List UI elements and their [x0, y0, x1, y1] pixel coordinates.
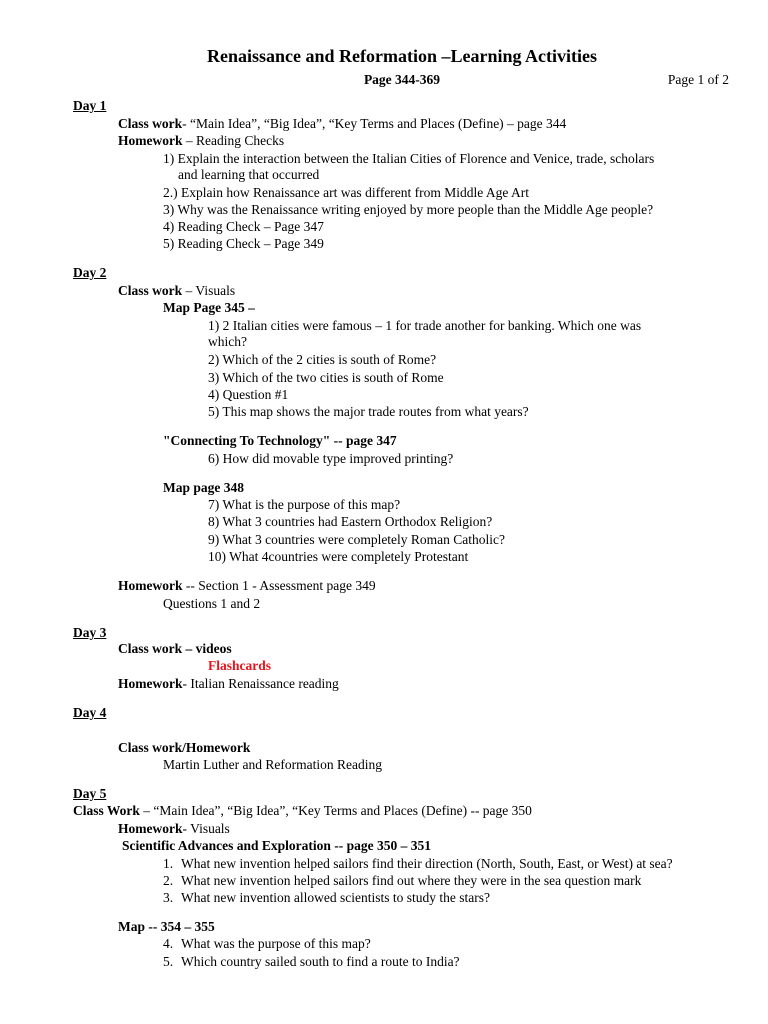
day5-classwork-label: Class Work: [73, 803, 140, 818]
day5-heading: Day 5: [73, 786, 107, 801]
day2-classwork-label: Class work: [118, 283, 183, 298]
day5-sci-item: 3. What new invention allowed scientists to study the stars?: [163, 890, 490, 905]
day2-tech-item: 6) How did movable type improved printing?: [208, 451, 454, 466]
day1-classwork-label: Class work: [118, 116, 183, 131]
day5-map-item: 4. What was the purpose of this map?: [163, 936, 371, 951]
day1-item: 4) Reading Check – Page 347: [163, 219, 324, 234]
day3-homework: [118, 676, 339, 692]
day5-sci-item: 2. What new invention helped sailors find out where they were in the sea question mark: [163, 873, 642, 888]
day2-map1-item: 5) This map shows the major trade routes from what years?: [208, 404, 529, 419]
day2-homework-label: Homework: [118, 578, 183, 593]
day2-classwork: [118, 283, 235, 299]
day2-map1-item: which?: [208, 334, 247, 349]
day2-map2-item: 10) What 4countries were completely Protestant: [208, 549, 469, 564]
day5-classwork-text: – “Main Idea”, “Big Idea”, “Key Terms and Places (Define) -- page 350: [139, 803, 532, 818]
day1-homework: [118, 133, 284, 149]
day2-tech-label: "Connecting To Technology" -- page 347: [163, 433, 397, 448]
day5-map-label: Map -- 354 – 355: [118, 919, 215, 934]
day4-heading: Day 4: [73, 705, 107, 720]
day2-map1-item: 1) 2 Italian cities were famous – 1 for trade another for banking. Which one was: [208, 318, 642, 333]
day5-homework-text: - Visuals: [182, 821, 230, 836]
day2-map1-label: Map Page 345 –: [163, 300, 255, 315]
day1-item: 3) Why was the Renaissance writing enjoyed by more people than the Middle Age people?: [163, 202, 654, 217]
day2-classwork-text: – Visuals: [182, 283, 236, 298]
day2-map2-label: Map page 348: [163, 480, 244, 495]
day2-map1-item: 4) Question #1: [208, 387, 289, 402]
day3-homework-text: - Italian Renaissance reading: [182, 676, 339, 691]
day5-sci-item: 1. What new invention helped sailors find their direction (North, South, East, or West) at sea?: [163, 856, 673, 871]
day3-heading: Day 3: [73, 625, 107, 640]
day4-classwork-label: Class work/Homework: [118, 740, 251, 755]
day1-homework-label: Homework: [118, 133, 183, 148]
day1-classwork-text: - “Main Idea”, “Big Idea”, “Key Terms and Places (Define) – page 344: [182, 116, 567, 131]
day5-map-item: 5. Which country sailed south to find a route to India?: [163, 954, 460, 969]
day5-classwork: [73, 803, 532, 819]
day4-classwork-sub: Martin Luther and Reformation Reading: [163, 757, 382, 772]
day2-map2-item: 9) What 3 countries were completely Roman Catholic?: [208, 532, 506, 547]
page-range: Page 344-369: [363, 72, 441, 87]
document-title: Renaissance and Reformation –Learning Activities: [207, 46, 597, 66]
day2-map1-item: 2) Which of the 2 cities is south of Rome?: [208, 352, 437, 367]
day5-homework-label: Homework: [118, 821, 183, 836]
day2-homework-text: -- Section 1 - Assessment page 349: [182, 578, 376, 593]
day1-classwork: [118, 116, 566, 132]
day1-item: 5) Reading Check – Page 349: [163, 236, 324, 251]
page-number: Page 1 of 2: [667, 72, 729, 87]
day2-map2-item: 7) What is the purpose of this map?: [208, 497, 401, 512]
day3-homework-label: Homework: [118, 676, 183, 691]
day1-homework-text: – Reading Checks: [182, 133, 285, 148]
day2-map1-item: 3) Which of the two cities is south of Rome: [208, 370, 444, 385]
day1-heading: Day 1: [73, 98, 107, 113]
day2-homework-sub: Questions 1 and 2: [163, 596, 261, 611]
day2-homework: [118, 578, 376, 594]
day5-homework: [118, 821, 230, 837]
day5-sci-label: Scientific Advances and Exploration -- page 350 – 351: [122, 838, 432, 853]
day1-item: 2.) Explain how Renaissance art was different from Middle Age Art: [163, 185, 530, 200]
day1-item: and learning that occurred: [178, 167, 320, 182]
day2-heading: Day 2: [73, 265, 107, 280]
day2-map2-item: 8) What 3 countries had Eastern Orthodox Religion?: [208, 514, 493, 529]
day3-flashcards: Flashcards: [208, 658, 272, 673]
day3-classwork-label: Class work – videos: [118, 641, 232, 656]
day1-item: 1) Explain the interaction between the Italian Cities of Florence and Venice, trade, scholars: [163, 151, 655, 166]
